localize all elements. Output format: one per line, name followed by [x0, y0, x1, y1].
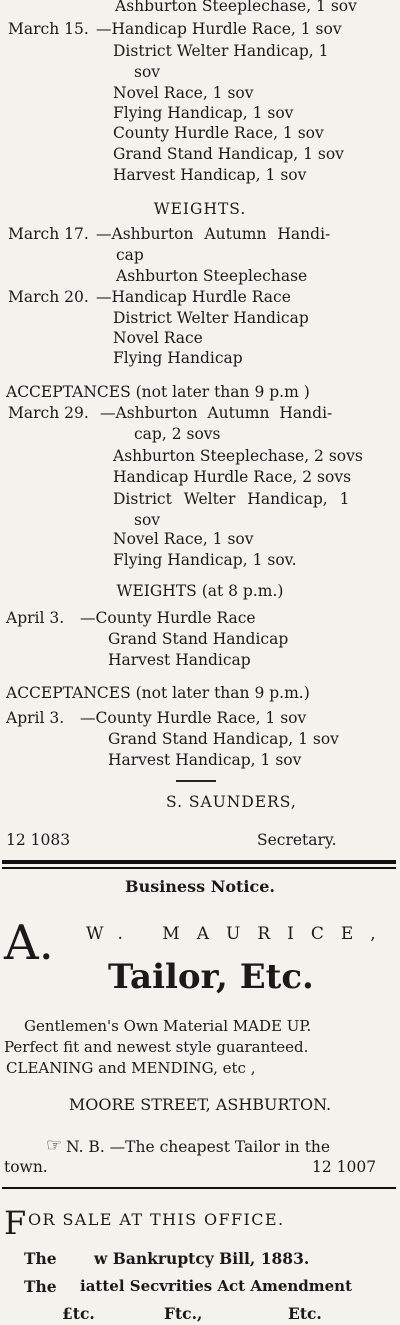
fixture-line: Flying Handicap, 1 sov.: [113, 551, 297, 569]
fixture-line: District Welter Handicap: [113, 309, 309, 327]
section-rule: [2, 1187, 396, 1189]
sale-etc: Etc.: [288, 1304, 322, 1323]
ad-line: N. B. —The cheapest Tailor in the: [66, 1138, 331, 1156]
ad-line: Perfect fit and newest style guaranteed.: [4, 1038, 309, 1056]
section-rule: [2, 860, 396, 864]
section-heading-acceptances: ACCEPTANCES (not later than 9 p.m ): [6, 383, 310, 401]
sale-item-label: The: [24, 1277, 57, 1296]
fixture-line: Novel Race, 1 sov: [113, 84, 254, 102]
fixture-line: —County Hurdle Race: [80, 609, 256, 627]
fixture-line: Flying Handicap: [113, 349, 243, 367]
fixture-line: Handicap Hurdle Race, 2 sovs: [113, 468, 352, 486]
ad-line: CLEANING and MENDING, etc ,: [6, 1059, 256, 1077]
fixture-line: Ashburton Steeplechase: [116, 267, 308, 285]
fixture-line: Novel Race: [113, 329, 203, 347]
short-rule: [176, 780, 216, 782]
fixture-line: Flying Handicap, 1 sov: [113, 104, 294, 122]
fixture-line: sov: [134, 63, 161, 81]
signature-name: S. SAUNDERS,: [166, 793, 297, 811]
ad-reference: 12 1083: [6, 831, 71, 849]
fixture-line: Harvest Handicap, 1 sov: [108, 751, 302, 769]
fixture-line: Harvest Handicap: [108, 651, 251, 669]
ad-line: Gentlemen's Own Material MADE UP.: [24, 1017, 312, 1035]
fixture-line: cap, 2 sovs: [134, 425, 221, 443]
fixture-line: —County Hurdle Race, 1 sov: [80, 709, 307, 727]
sale-item-label: The: [24, 1249, 57, 1268]
fixture-line: Ashburton Steeplechase, 2 sovs: [113, 447, 363, 465]
fixture-line: Ashburton Steeplechase, 1 sov: [115, 0, 357, 15]
pointing-hand-icon: ☞: [46, 1135, 63, 1156]
fixture-date: March 17.: [8, 225, 89, 243]
ad-line: town.: [4, 1158, 48, 1176]
drop-initial: F: [4, 1204, 27, 1242]
fixture-line: Grand Stand Handicap, 1 sov: [113, 145, 344, 163]
fixture-line: —Ashburton Autumn Handi-: [96, 225, 331, 243]
fixture-date: April 3.: [6, 709, 65, 727]
fixture-line: Novel Race, 1 sov: [113, 530, 254, 548]
fixture-date: March 29.: [8, 404, 89, 422]
fixture-line: —Handicap Hurdle Race: [96, 288, 291, 306]
fixture-line: Harvest Handicap, 1 sov: [113, 166, 307, 184]
business-notice-heading: Business Notice.: [125, 877, 275, 896]
section-heading-weights-2: WEIGHTS (at 8 p.m.): [116, 582, 284, 600]
fixture-line: cap: [116, 246, 144, 264]
section-rule: [2, 867, 396, 869]
sale-heading: OR SALE AT THIS OFFICE.: [28, 1210, 285, 1229]
fixture-line: County Hurdle Race, 1 sov: [113, 124, 324, 142]
section-heading-weights: WEIGHTS.: [153, 200, 247, 218]
ad-address: MOORE STREET, ASHBURTON.: [68, 1095, 332, 1114]
ad-reference: 12 1007: [312, 1158, 377, 1176]
sale-etc: £tc.: [62, 1304, 95, 1323]
section-heading-acceptances-2: ACCEPTANCES (not later than 9 p.m.): [6, 684, 310, 702]
fixture-date: March 20.: [8, 288, 89, 306]
fixture-line: sov: [134, 511, 161, 529]
fixture-line: District Welter Handicap, 1: [113, 42, 329, 60]
tailor-name: W. MAURICE,: [86, 924, 393, 944]
fixture-date: March 15.: [8, 20, 89, 38]
tailor-trade: Tailor, Etc.: [108, 957, 314, 997]
fixture-line: Grand Stand Handicap: [108, 630, 289, 648]
fixture-line: District Welter Handicap, 1: [113, 490, 350, 508]
sale-item: iattel Secvrities Act Amendment: [80, 1277, 353, 1295]
fixture-line: —Ashburton Autumn Handi-: [100, 404, 333, 422]
fixture-date: April 3.: [6, 609, 65, 627]
sale-item: w Bankruptcy Bill, 1883.: [94, 1249, 310, 1268]
sale-etc: Ftc.,: [164, 1304, 203, 1323]
fixture-line: Grand Stand Handicap, 1 sov: [108, 730, 339, 748]
signature-title: Secretary.: [257, 831, 337, 849]
fixture-line: —Handicap Hurdle Race, 1 sov: [96, 20, 342, 38]
drop-initial: A.: [4, 915, 54, 971]
